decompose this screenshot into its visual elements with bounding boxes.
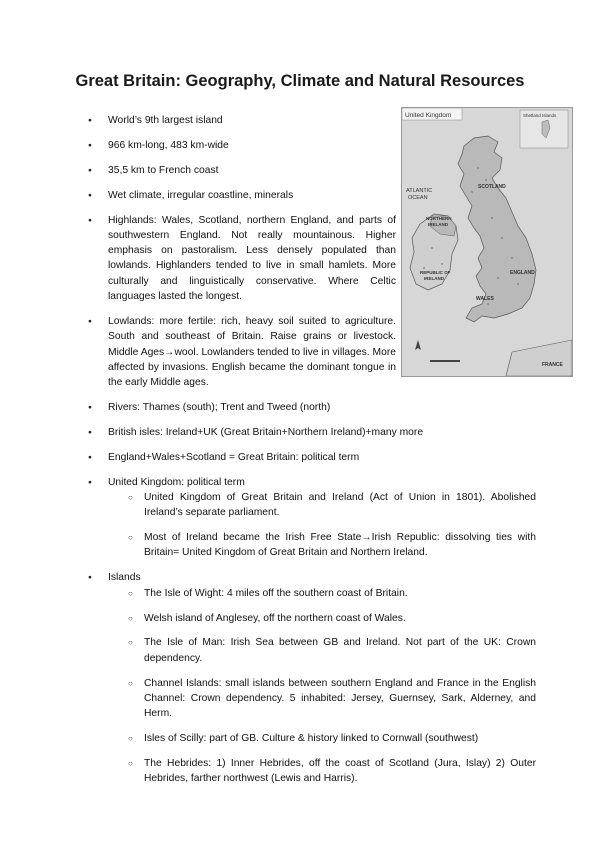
map-label-ireland-ni: IRELAND xyxy=(428,222,448,227)
list-item: ● Rivers: Thames (south); Trent and Tweed (north) xyxy=(84,400,536,415)
map-inset-label: Shetland Islands xyxy=(523,113,557,118)
map-label-england: ENGLAND xyxy=(510,270,535,276)
list-item-text: Islands xyxy=(108,572,141,584)
sub-list-item: ○ United Kingdom of Great Britain and Ireland (Act of Union in 1801). Abolished Ireland’s separate parliament. xyxy=(108,490,536,521)
map-header: United Kingdom xyxy=(405,112,452,119)
sub-list xyxy=(108,490,536,561)
map-label-northern: NORTHERN xyxy=(426,216,452,221)
map-label-republic: REPUBLIC OF xyxy=(420,270,451,275)
list-item: ● Wet climate, irregular coastline, minerals xyxy=(84,188,396,203)
list-item-islands xyxy=(84,570,536,786)
list-item-united-kingdom xyxy=(84,475,536,561)
sub-list-item: ○ The Isle of Wight: 4 miles off the southern coast of Britain. xyxy=(108,586,536,601)
map-label-wales: WALES xyxy=(476,296,494,302)
map-label-atlantic: ATLANTIC xyxy=(406,188,433,194)
sub-list-item: ○ Welsh island of Anglesey, off the northern coast of Wales. xyxy=(108,611,536,626)
sub-list-item: ○ Most of Ireland became the Irish Free State→Irish Republic: dissolving ties with Britain= United Kingdom of Great Britain and Northern Ireland. xyxy=(108,530,536,561)
bullet-list xyxy=(84,113,536,787)
map-label-france: FRANCE xyxy=(542,362,563,368)
sub-list-item: ○ Isles of Scilly: part of GB. Culture & history linked to Cornwall (southwest) xyxy=(108,731,536,746)
map-label-scotland: SCOTLAND xyxy=(478,184,506,190)
list-item: ● British isles: Ireland+UK (Great Britain+Northern Ireland)+many more xyxy=(84,425,536,440)
sub-list-item: ○ Channel Islands: small islands between southern England and France in the English Channel: Crown dependency. 5 inhabited: Jersey, Guernsey, Sark, Alderney, and Herm. xyxy=(108,676,536,722)
list-item: ● 966 km-long, 483 km-wide xyxy=(84,138,396,153)
list-item: ● England+Wales+Scotland = Great Britain: political term xyxy=(84,450,536,465)
map-label-ocean: OCEAN xyxy=(408,195,428,201)
list-item-text: United Kingdom: political term xyxy=(108,476,245,488)
page-title: Great Britain: Geography, Climate and Natural Resources xyxy=(75,72,525,90)
sub-list-item: ○ The Isle of Man: Irish Sea between GB and Ireland. Not part of the UK: Crown dependency. xyxy=(108,635,536,666)
notes-body xyxy=(84,113,536,796)
list-item: ● Lowlands: more fertile: rich, heavy soil suited to agriculture. South and southeast of Britain. Raise grains or livestock. Middle Ages→wool. Lowlanders tended to live in villages. More affected by invasions. English became the dominant tongue in the early Middle ages. xyxy=(84,314,396,390)
list-item: ● 35,5 km to French coast xyxy=(84,163,396,178)
sub-list xyxy=(108,586,536,787)
sub-list-item: ○ The Hebrides: 1) Inner Hebrides, off the coast of Scotland (Jura, Islay) 2) Outer Hebrides, farther northwest (Lewis and Harris). xyxy=(108,756,536,787)
list-item: ● World’s 9th largest island xyxy=(84,113,396,128)
map-label-ireland-roi: IRELAND xyxy=(424,276,444,281)
list-item: ● Highlands: Wales, Scotland, northern England, and parts of southwestern England. Not really mountainous. Higher emphasis on pastoralism. Less densely populated than lowlands. Highlanders tended to live in small hamlets. More culturally and linguistically conservative. Where Celtic languages lasted the longest. xyxy=(84,213,396,305)
